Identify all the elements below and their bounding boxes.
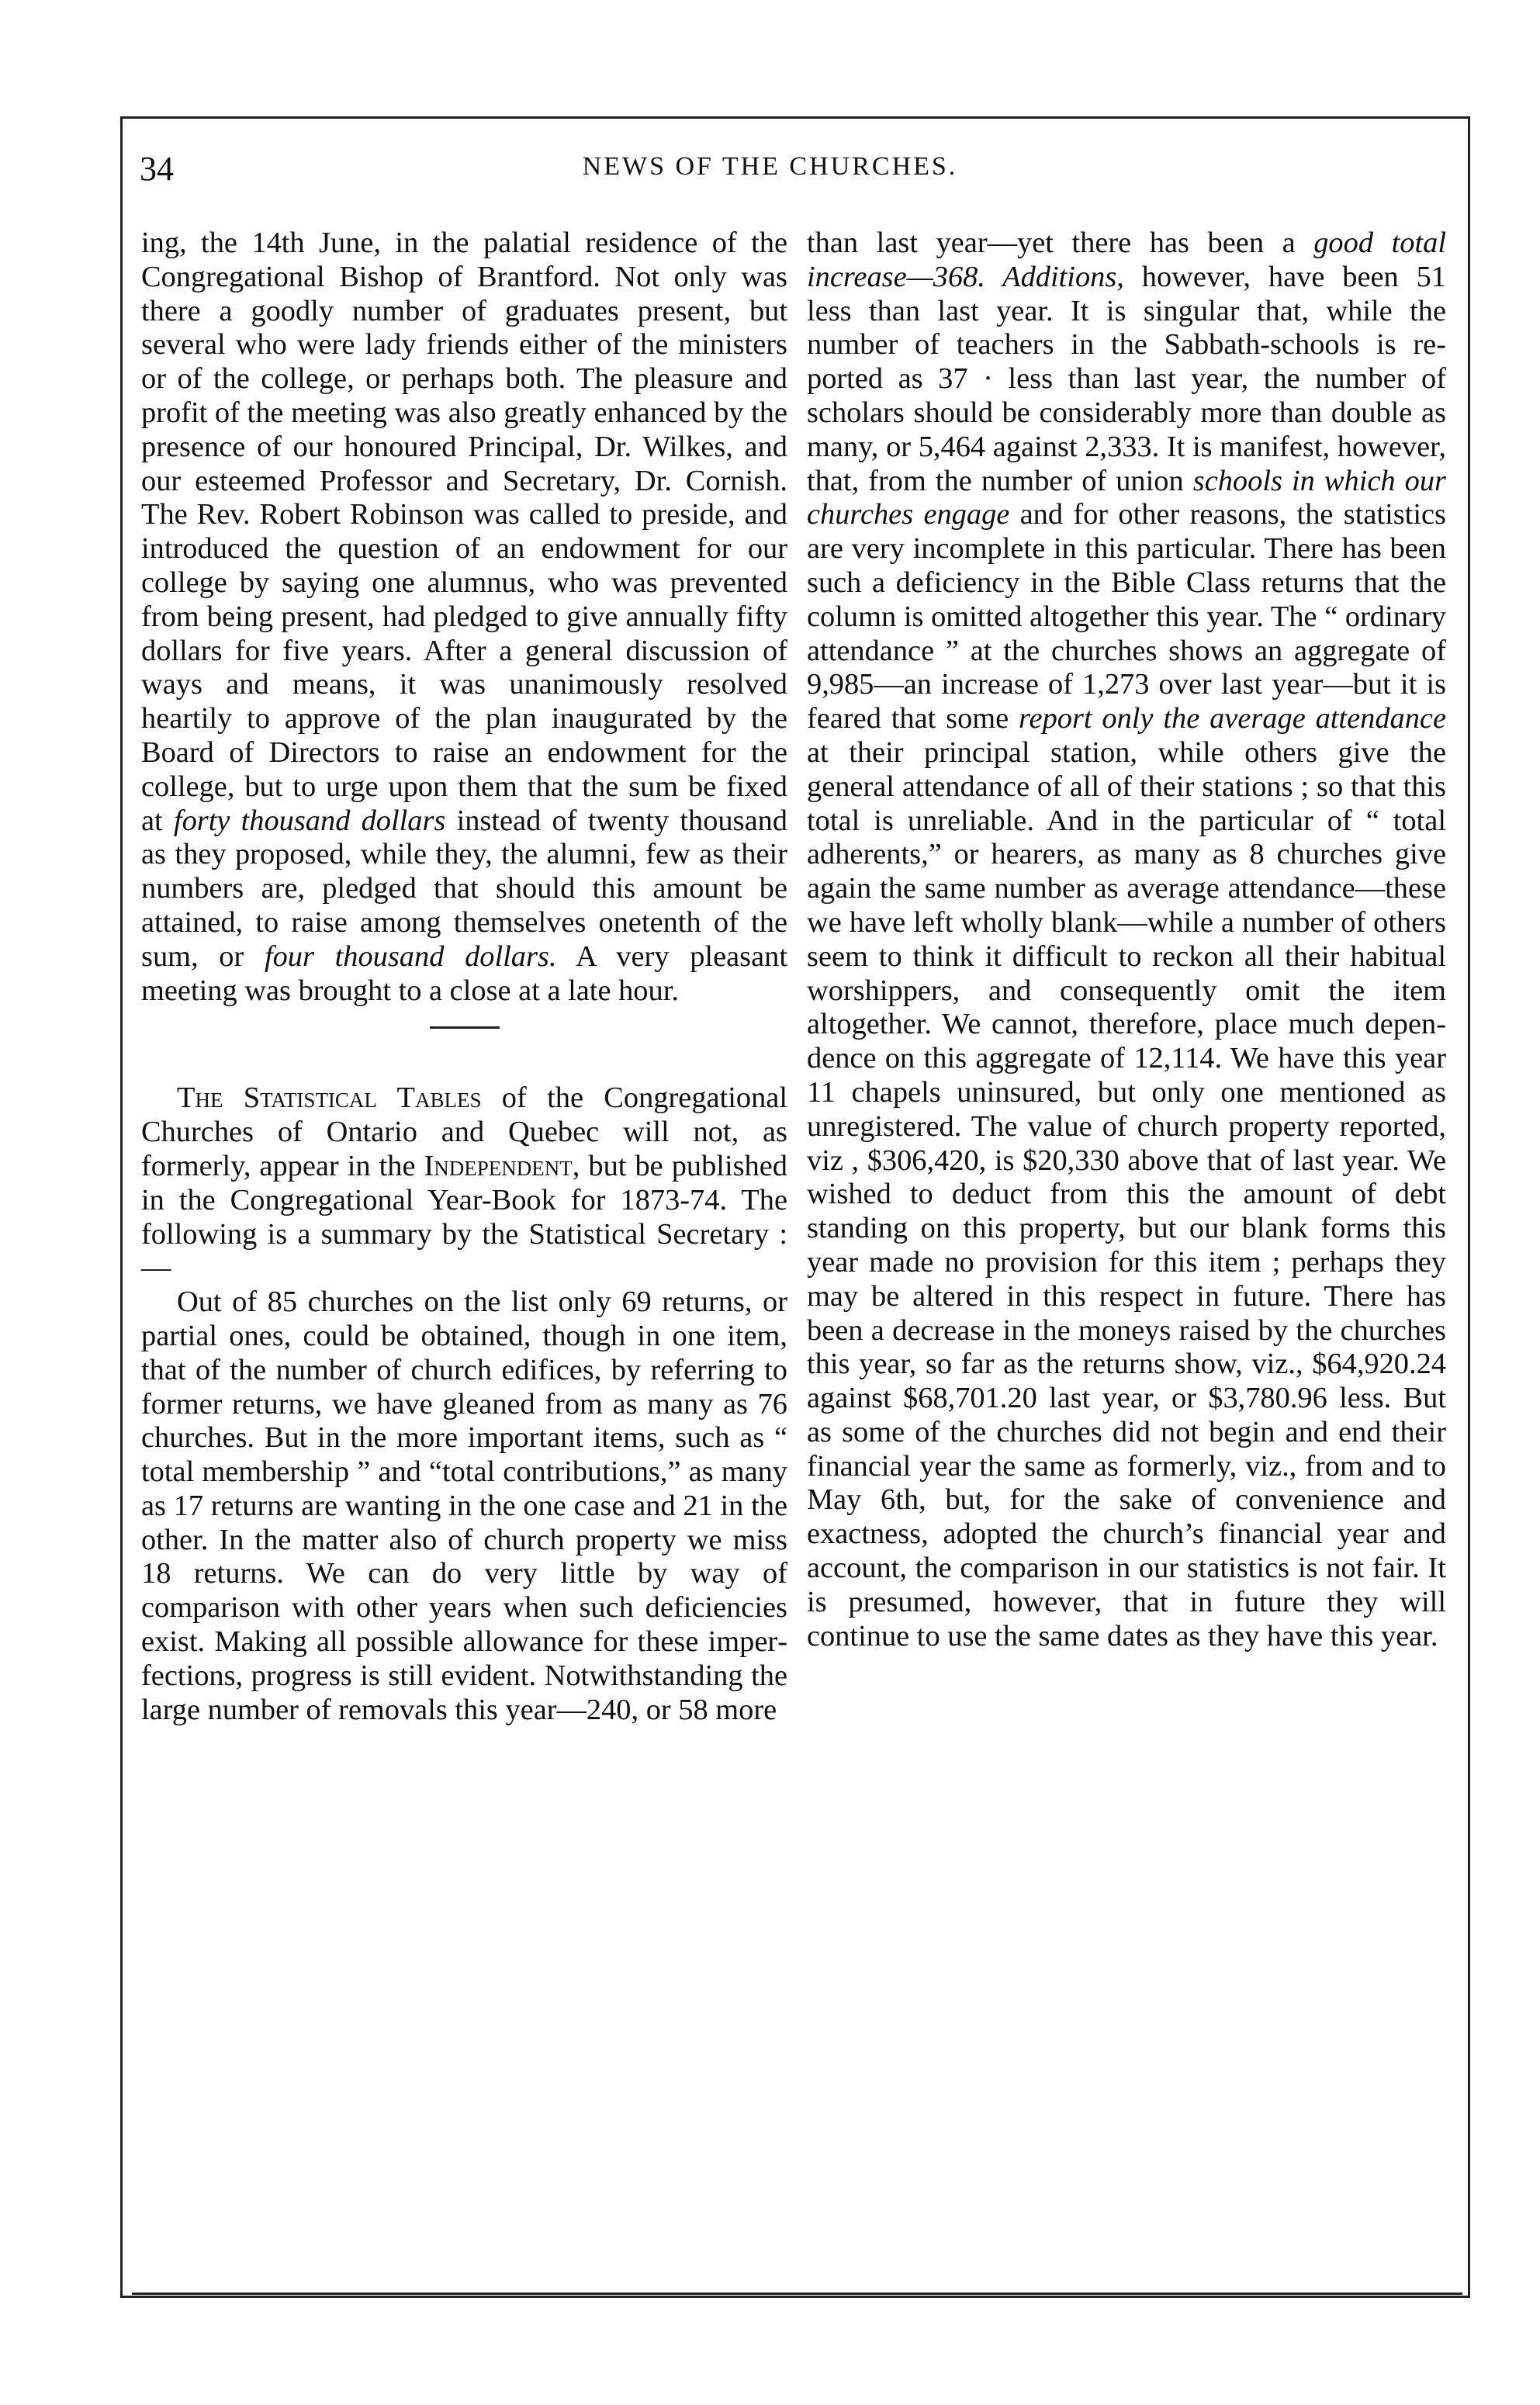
left-column [141,227,787,1727]
running-head: NEWS OF THE CHURCHES. [582,152,958,181]
paragraph-returns-summary: Out of 85 churches on the list only 69 returns, or partial ones, could be obtained, though in one item, that of the number of church edifices, by referring to former returns, we have gleaned from as many as 76 churches. But in the more important items, such as “ total membership ” and “total contributions,” as many as 17 returns are wanting in the one case and 21 in the other. In the matter also of church property we miss 18 returns. We can do very little by way of comparison with other years when such deficiencies exist. Making all possible allowance for these imperfections, progress is still evident. Notwithstanding the large number of removals this year—240, or 58 more [141,1286,787,1726]
page-number: 34 [140,150,174,188]
italic-phrase: four thousand dollars. [264,940,557,973]
italic-phrase: report only the average attendance [1019,702,1447,735]
paragraph-statistical-tables: The Statistical Tables of the Congregational Churches of Ontario and Quebec will not, as formerly, appear in the Independent, but be published in the Congregational Year-Book for 1873-74. The following is a summary by the Statistical Secretary :— [141,1081,787,1285]
italic-phrase: schools in which our churches engage [807,464,1446,531]
right-column [807,227,1446,1653]
italic-phrase: good total increase—368. Additions, [807,227,1446,293]
paragraph-endowment-meeting: ing, the 14th June, in the palatial residence of the Congregational Bishop of Brantford. Not only was there a goodly number of graduates present, but several who were lady friends either of the ministers or of the college, or perhaps both. The pleasure and profit of the meeting was also greatly enhanced by the presence of our honoured Principal, Dr. Wilkes, and our esteemed Professor and Secretary, Dr. Cornish. The Rev. Robert Robinson was called to preside, and introduced the question of an endowment for our college by saying one alumnus, who was prevented from being present, had pledged to give annually fifty dollars for five years. After a general discussion of ways and means, it was unanimously resolved heartily to approve of the plan inaugurated by the Board of Directors to raise an endowment for the college, but to urge upon them that the sum be fixed at forty thousand dollars instead of twenty thousand as they proposed, while they, the alumni, few as their numbers are, pledged that should this amount be attained, to raise among themselves onetenth of the sum, or four thousand dollars. A very pleasant meeting was brought to a close at a late hour. [141,227,787,1007]
small-caps-title: Independent [424,1149,573,1182]
small-caps-heading: The Statistical Tables [177,1081,482,1115]
italic-phrase: forty thousand dollars [173,804,446,837]
section-divider [430,1026,500,1029]
paragraph-statistics-continued: than last year—yet there has been a good total increase—368. Additions, however, have been 51 less than last year. It is singular that, while the number of teachers in the Sabbath-schools is reported as 37 · less than last year, the number of scholars should be considerably more than double as many, or 5,464 against 2,333. It is manifest, however, that, from the number of union schools in which our churches engage and for other reasons, the statistics are very incomplete in this particular. There has been such a deficiency in the Bible Class returns that the column is omitted altogether this year. The “ ordinary attendance ” at the churches shows an aggregate of 9,985—an increase of 1,273 over last year—but it is feared that some report only the average attendance at their principal station, while others give the general attendance of all of their stations ; so that this total is unreliable. And in the particular of “ total adherents,” or hearers, as many as 8 churches give again the same number as average attendance—these we have left wholly blank—while a number of others seem to think it difficult to reckon all their habitual worshippers, and consequently omit the item altogether. We cannot, therefore, place much dependence on this aggregate of 12,114. We have this year 11 chapels uninsured, but only one mentioned as unregistered. The value of church property reported, viz , $306,420, is $20,330 above that of last year. We wished to deduct from this the amount of debt standing on this property, but our blank forms this year made no provision for this item ; perhaps they may be altered in this respect in future. There has been a decrease in the moneys raised by the churches this year, so far as the returns show, viz., $64,920.24 against $68,701.20 last year, or $3,780.96 less. But as some of the churches did not begin and end their financial year the same as formerly, viz., from and to May 6th, but, for the sake of convenience and exactness, adopted the church’s financial year and account, the comparison in our statistics is not fair. It is presumed, however, that in future they will continue to use the same dates as they have this year. [807,227,1447,1652]
bottom-rule [132,2293,1462,2295]
